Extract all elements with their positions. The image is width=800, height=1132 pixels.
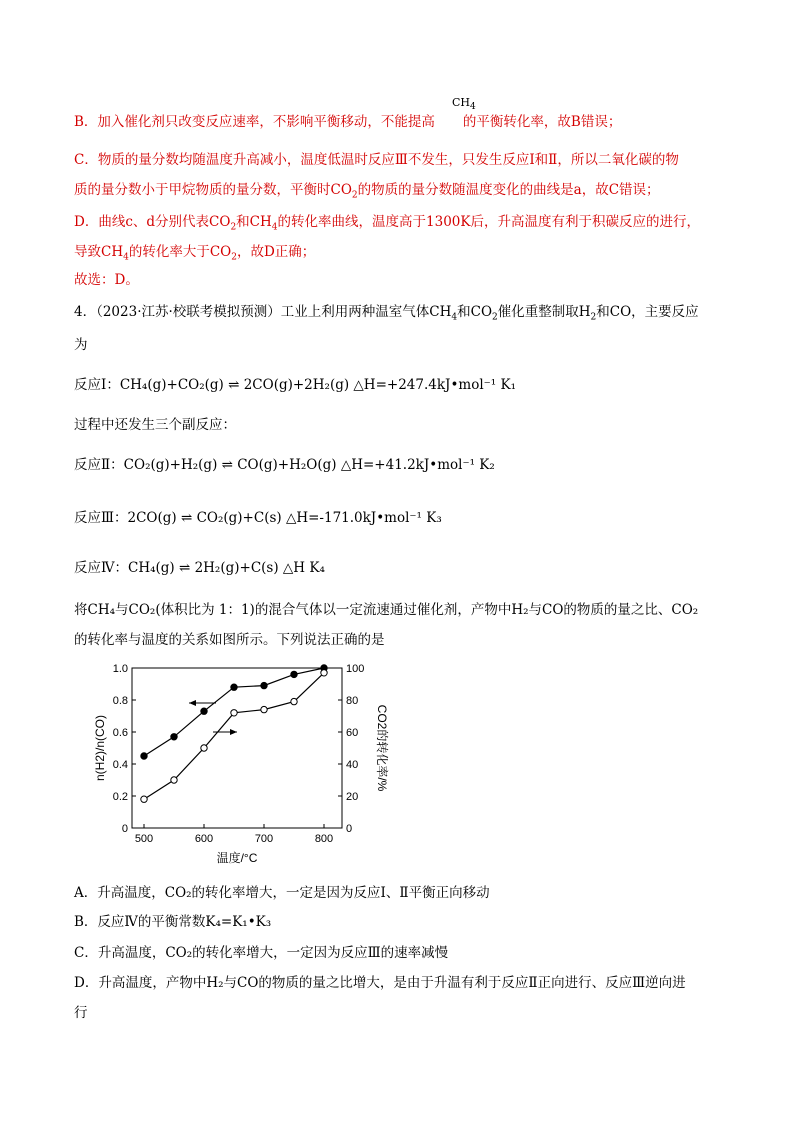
option-b: B．反应Ⅳ的平衡常数K₄=K₁•K₃ <box>74 914 272 930</box>
reaction-3: 反应Ⅲ：2CO(g) ⇌ CO₂(g)+C(s) △H=-171.0kJ•mol⁻¹ K₃ <box>74 510 442 526</box>
left-tick-label: 1.0 <box>112 663 128 675</box>
right-tick-label: 20 <box>346 791 359 803</box>
series-point-1 <box>291 671 297 677</box>
option-a: A．升高温度，CO₂的转化率增大，一定是因为反应Ⅰ、Ⅱ平衡正向移动 <box>74 885 490 901</box>
reaction-2: 反应Ⅱ：CO₂(g)+H₂(g) ⇌ CO(g)+H₂O(g) △H=+41.2kJ•mol⁻¹ K₂ <box>74 457 495 473</box>
left-axis-label: n(H2)/n(CO) <box>93 714 107 782</box>
ch4-label: $CH_4$ <box>452 96 476 113</box>
description-2: 的转化率与温度的关系如图所示。下列说法正确的是 <box>74 632 385 648</box>
solution-c-line2: 质的量分数小于甲烷物质的量分数，平衡时$CO_2$的物质的量分数随温度变化的曲线是a，故C错误； <box>74 182 660 201</box>
series-point-2 <box>201 745 207 751</box>
series-point-1 <box>231 684 237 690</box>
x-tick-label: 700 <box>254 833 274 845</box>
plot-frame <box>132 668 342 828</box>
x-tick-label: 600 <box>194 833 214 845</box>
solution-c-line1: C．物质的量分数均随温度升高减小，温度低温时反应Ⅲ不发生，只发生反应Ⅰ和Ⅱ，所以二氧化碳的物 <box>74 152 679 168</box>
right-tick-label: 0 <box>346 823 353 835</box>
left-axis-arrowhead <box>189 700 196 706</box>
solution-d-line2: 导致$CH_4$的转化率大于$CO_2$，故D正确； <box>74 244 316 263</box>
left-tick-label: 0.2 <box>112 791 128 803</box>
right-axis-label: CO2的转化率/% <box>375 704 389 792</box>
option-d-line2: 行 <box>74 1005 88 1021</box>
reaction-4: 反应Ⅳ：CH₄(g) ⇌ 2H₂(g)+C(s) △H K₄ <box>74 560 325 576</box>
solution-d-line1: D．曲线c、d分别代表$CO_2$和$CH_4$的转化率曲线，温度高于1300K后，升高温度有利于积碳反应的进行， <box>74 214 700 233</box>
left-tick-label: 0.6 <box>112 727 128 739</box>
left-tick-label: 0 <box>121 823 128 835</box>
right-tick-label: 60 <box>346 727 359 739</box>
option-d-line1: D．升高温度，产物中H₂与CO的物质的量之比增大，是由于升温有利于反应Ⅱ正向进行、反应Ⅲ逆向进 <box>74 975 686 991</box>
question-stem-2: 为 <box>74 337 88 353</box>
right-tick-label: 40 <box>346 759 359 771</box>
right-tick-label: 100 <box>346 663 365 675</box>
option-c: C．升高温度，CO₂的转化率增大，一定因为反应Ⅲ的速率减慢 <box>74 945 449 961</box>
series-point-2 <box>291 698 297 704</box>
series-point-1 <box>171 734 177 740</box>
series-point-2 <box>321 670 327 676</box>
solution-b: B．加入催化剂只改变反应速率，不影响平衡移动，不能提高 的平衡转化率，故B错误； <box>74 114 622 130</box>
question-stem-1: 4．（2023·江苏·校联考模拟预测）工业上利用两种温室气体$CH_4$和$CO_2$催化重整制取$H_2$和CO，主要反应 <box>74 304 699 323</box>
series-point-2 <box>261 706 267 712</box>
solution-answer: 故选：D。 <box>74 272 139 288</box>
x-axis-label: 温度/°C <box>216 851 258 865</box>
side-reactions-intro: 过程中还发生三个副反应： <box>74 417 236 433</box>
series-point-2 <box>231 710 237 716</box>
series-point-1 <box>201 708 207 714</box>
temperature-chart <box>92 660 422 870</box>
series-point-2 <box>141 796 147 802</box>
right-tick-label: 80 <box>346 695 359 707</box>
x-tick-label: 800 <box>314 833 334 845</box>
series-point-1 <box>261 682 267 688</box>
left-tick-label: 0.8 <box>112 695 128 707</box>
series-point-1 <box>141 753 147 759</box>
right-axis-arrowhead <box>230 729 237 735</box>
left-tick-label: 0.4 <box>112 759 128 771</box>
reaction-1: 反应Ⅰ：CH₄(g)+CO₂(g) ⇌ 2CO(g)+2H₂(g) △H=+247.4kJ•mol⁻¹ K₁ <box>74 377 516 393</box>
x-tick-label: 500 <box>134 833 154 845</box>
series-point-2 <box>171 777 177 783</box>
description-1: 将CH₄与CO₂(体积比为 1：1)的混合气体以一定流速通过催化剂，产物中H₂与CO的物质的量之比、CO₂ <box>74 602 699 618</box>
